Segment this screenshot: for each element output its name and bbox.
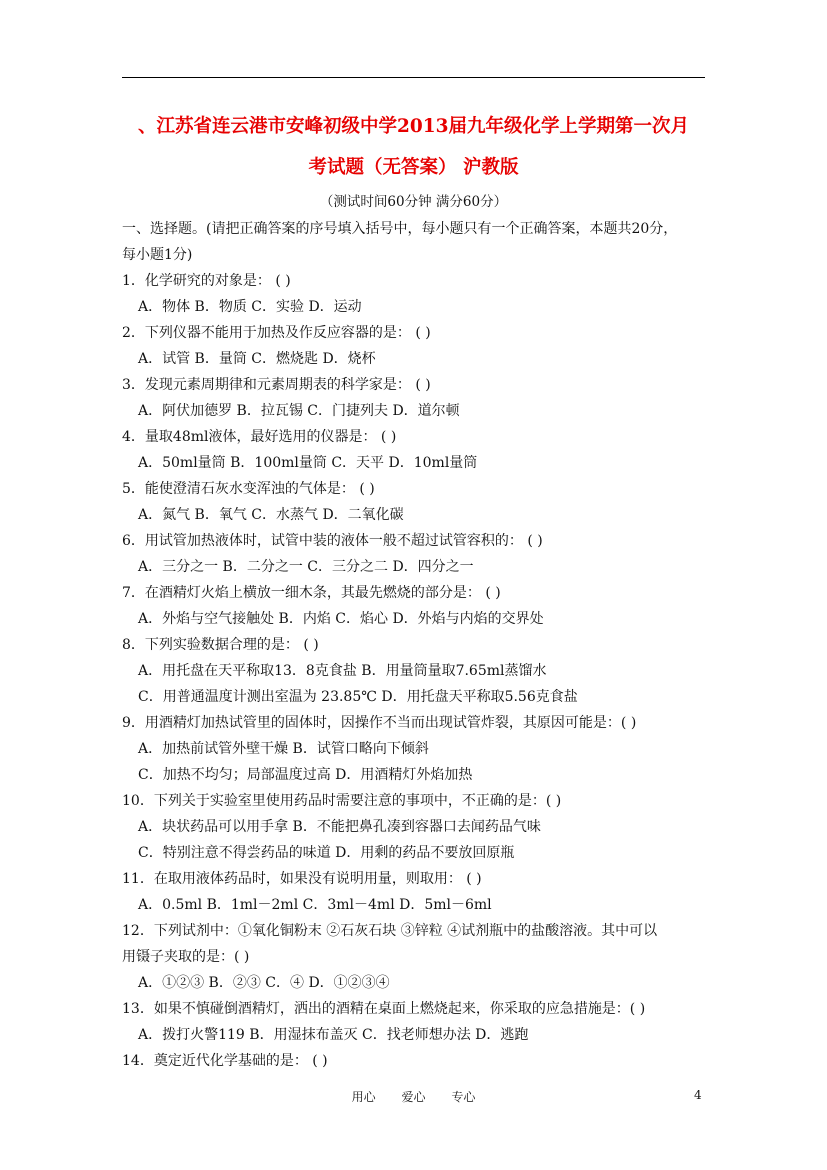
answer-options: A．拨打火警119 B．用湿抹布盖灭 C．找老师想办法 D．逃跑: [138, 1027, 529, 1043]
answer-options: A．物体 B．物质 C．实验 D．运动: [138, 299, 362, 315]
question-text: 2．下列仪器不能用于加热及作反应容器的是： ( ): [122, 325, 431, 341]
footer-motto: [0, 1088, 827, 1105]
answer-options: A．用托盘在天平称取13．8克食盐 B．用量筒量取7.65ml蒸馏水: [138, 663, 547, 679]
answer-options: C．特别注意不得尝药品的味道 D．用剩的药品不要放回原瓶: [138, 845, 515, 861]
answer-options: A．加热前试管外壁干燥 B．试管口略向下倾斜: [138, 741, 429, 757]
answer-options: A．块状药品可以用手拿 B．不能把鼻孔凑到容器口去闻药品气味: [138, 819, 541, 835]
answer-options: A．外焰与空气接触处 B．内焰 C．焰心 D．外焰与内焰的交界处: [138, 611, 544, 627]
footer-motto-1: 用心: [351, 1090, 376, 1104]
answer-options: A．0.5ml B．1ml－2ml C．3ml－4ml D．5ml－6ml: [138, 897, 492, 913]
question-text: 7．在酒精灯火焰上横放一细木条，其最先燃烧的部分是： ( ): [122, 585, 501, 601]
answer-options: A．①②③ B．②③ C．④ D．①②③④: [138, 975, 390, 991]
answer-options: C．加热不均匀；局部温度过高 D．用酒精灯外焰加热: [138, 767, 473, 783]
header-rule: [122, 77, 705, 78]
question-text: 4．量取48ml液体，最好选用的仪器是： ( ): [122, 429, 397, 445]
question-text: 11．在取用液体药品时，如果没有说明用量，则取用： ( ): [122, 871, 482, 887]
question-text: 10．下列关于实验室里使用药品时需要注意的事项中，不正确的是：( ): [122, 793, 562, 809]
answer-options: A．三分之一 B．二分之一 C．三分之二 D．四分之一: [138, 559, 474, 575]
question-text: 1．化学研究的对象是： ( ): [122, 273, 291, 289]
question-text: 3．发现元素周期律和元素周期表的科学家是： ( ): [122, 377, 431, 393]
question-text: 一、选择题。(请把正确答案的序号填入括号中，每小题只有一个正确答案，本题共20分，: [122, 221, 678, 237]
footer-motto-3: 专心: [451, 1090, 476, 1104]
answer-options: A．氮气 B．氧气 C．水蒸气 D．二氧化碳: [138, 507, 404, 523]
answer-options: A．试管 B．量筒 C．燃烧匙 D．烧杯: [138, 351, 376, 367]
question-text: 用镊子夹取的是：( ): [122, 949, 250, 965]
question-text: 8．下列实验数据合理的是： ( ): [122, 637, 319, 653]
question-text: 14．奠定近代化学基础的是： ( ): [122, 1053, 328, 1069]
answer-options: C．用普通温度计测出室温为 23.85℃ D．用托盘天平称取5.56克食盐: [138, 689, 578, 705]
answer-options: A．50ml量筒 B．100ml量筒 C．天平 D．10ml量筒: [138, 455, 478, 471]
document-title-line-1: 、江苏省连云港市安峰初级中学2013届九年级化学上学期第一次月: [138, 116, 689, 137]
answer-options: A．阿伏加德罗 B．拉瓦锡 C．门捷列夫 D．道尔顿: [138, 403, 460, 419]
question-text: 6．用试管加热液体时，试管中装的液体一般不超过试管容积的： ( ): [122, 533, 543, 549]
question-text: 9．用酒精灯加热试管里的固体时，因操作不当而出现试管炸裂，其原因可能是：( ): [122, 715, 637, 731]
test-info-subtitle: （测试时间60分钟 满分60分）: [319, 194, 508, 210]
document-title-line-2: 考试题（无答案） 沪教版: [308, 157, 519, 178]
question-text: 13．如果不慎碰倒酒精灯，洒出的酒精在桌面上燃烧起来，你采取的应急措施是：( ): [122, 1001, 646, 1017]
question-text: 5．能使澄清石灰水变浑浊的气体是： ( ): [122, 481, 375, 497]
footer-motto-2: 爱心: [401, 1090, 426, 1104]
page-number: 4: [694, 1088, 702, 1102]
question-text: 每小题1分): [122, 247, 193, 263]
question-text: 12．下列试剂中：①氧化铜粉末 ②石灰石块 ③锌粒 ④试剂瓶中的盐酸溶液。其中可以: [122, 923, 658, 939]
